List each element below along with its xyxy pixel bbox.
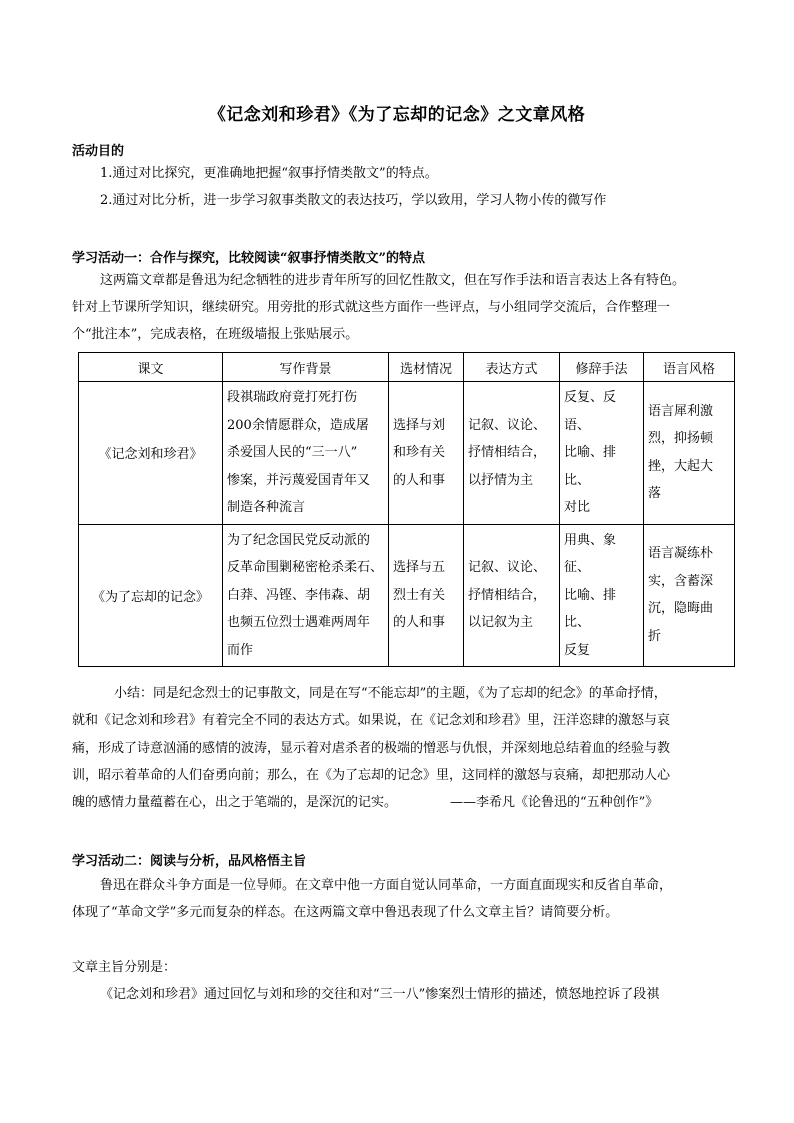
style-cell xyxy=(644,382,735,525)
cell-line: 记叙、议论、 xyxy=(468,417,547,433)
lesson-cell: 《记念刘和珍君》 xyxy=(79,382,223,525)
table-header: 写作背景 xyxy=(223,353,389,382)
table-header: 表达方式 xyxy=(464,353,560,382)
cell-line: 落 xyxy=(648,486,662,502)
summary-line: 魄的感情力量蕴蓄在心，出之于笔端的，是深沉的记实。 xyxy=(72,795,398,810)
table-header-row xyxy=(79,353,735,382)
comparison-table xyxy=(78,352,735,667)
cell-line: 挫，大起大 xyxy=(648,458,714,474)
summary-line: 就和《记念刘和珍君》有着完全不同的表达方式。如果说，在《记念刘和珍君》里，汪洋恣肆的激怒与哀 xyxy=(72,713,671,728)
material-cell xyxy=(389,524,464,667)
lesson-cell: 《为了忘却的记念》 xyxy=(79,524,223,667)
cell-line: 抒情相结合， xyxy=(468,587,547,603)
cell-line: 和珍有关 xyxy=(393,445,446,460)
cell-line: 反复、反语、 xyxy=(564,390,617,433)
cell-line: 选择与五 xyxy=(393,560,446,575)
cell-line: 折 xyxy=(648,628,662,644)
cell-line: 语言犀利激 xyxy=(648,403,714,419)
cell-line: 惨案，并污蔑爱国青年又 xyxy=(227,472,371,488)
material-cell xyxy=(389,382,464,525)
summary-line: 小结：同是纪念烈士的记事散文，同是在写“不能忘却”的主题，《为了忘却的纪念》的革命抒情， xyxy=(114,686,667,701)
summary-line: 痛，形成了诗意汹涌的感情的波涛，显示着对虐杀者的极端的憎恶与仇恨，并深刻地总结着血的经验与教 xyxy=(72,741,671,756)
cell-line: 杀爱国人民的“三一八” xyxy=(227,445,358,460)
cell-line: 选择与刘 xyxy=(393,417,446,433)
summary-source: ——李希凡《论鲁迅的“五种创作”》 xyxy=(450,795,659,810)
expression-cell xyxy=(464,382,560,525)
table-header: 修辞手法 xyxy=(560,353,644,382)
cell-line: 以抒情为主 xyxy=(468,472,534,488)
cell-line: 烈士有关 xyxy=(393,587,446,603)
cell-line: 的人和事 xyxy=(393,615,446,630)
summary-line: 训，昭示着革命的人们奋勇向前；那么，在《为了忘却的记念》里，这同样的激怒与哀痛，却把那动人心 xyxy=(72,768,671,783)
activity2-line: 鲁迅在群众斗争方面是一位导师。在文章中他一方面自觉认同革命，一方面直面现实和反省自革命， xyxy=(100,878,673,893)
table-header: 课文 xyxy=(79,353,223,382)
background-cell xyxy=(223,524,389,667)
expression-cell xyxy=(464,524,560,667)
cell-line: 也频五位烈士遇难两周年 xyxy=(227,615,371,630)
activity1-line: 针对上节课所学知识，继续研究。用旁批的形式就这些方面作一些评点，与小组同学交流后，合作整理一 xyxy=(72,300,671,315)
cell-line: 白莽、冯铿、李伟森、胡 xyxy=(227,587,371,603)
cell-line: 以记叙为主 xyxy=(468,615,534,630)
cell-line: 抒情相结合， xyxy=(468,445,547,460)
cell-line: 200余情愿群众，造成屠 xyxy=(227,417,369,433)
activity2-heading: 学习活动二：阅读与分析，品风格悟主旨 xyxy=(72,854,307,869)
cell-line: 对比 xyxy=(564,500,591,515)
document-title: 《记念刘和珍君》《为了忘却的记念》之文章风格 xyxy=(208,105,586,125)
table-header: 选材情况 xyxy=(389,353,464,382)
style-cell xyxy=(644,524,735,667)
cell-line: 反革命围剿秘密枪杀柔石、 xyxy=(227,560,384,575)
rhetoric-cell xyxy=(560,524,644,667)
activity1-line: 个“批注本”，完成表格，在班级墙报上张贴展示。 xyxy=(72,327,359,342)
background-cell xyxy=(223,382,389,525)
activity2-line: 体现了“革命文学”多元而复杂的样态。在这两篇文章中鲁迅表现了什么文章主旨？请简要分析。 xyxy=(72,905,619,920)
cell-line: 烈，抑扬顿 xyxy=(648,431,714,447)
cell-line: 制造各种流言 xyxy=(227,500,306,515)
cell-line: 实，含蓄深 xyxy=(648,573,714,589)
cell-line: 段祺瑞政府竟打死打伤 xyxy=(227,390,358,405)
cell-line: 沉，隐晦曲 xyxy=(648,601,714,617)
cell-line: 的人和事 xyxy=(393,472,446,488)
cell-line: 用典、象征、 xyxy=(564,532,617,575)
rhetoric-cell xyxy=(560,382,644,525)
activity1-line: 这两篇文章都是鲁迅为纪念牺牲的进步青年所写的回忆性散文，但在写作手法和语言表达上各有特色。 xyxy=(100,273,686,288)
cell-line: 比喻、排比、 xyxy=(564,587,617,630)
table-header: 语言风格 xyxy=(644,353,735,382)
theme-line: 《记念刘和珍君》通过回忆与刘和珍的交往和对“三一八”惨案烈士情形的描述，愤怒地控诉了段祺 xyxy=(100,987,660,1002)
theme-label: 文章主旨分别是： xyxy=(72,960,177,975)
cell-line: 语言凝练朴 xyxy=(648,546,714,562)
cell-line: 而作 xyxy=(227,642,254,658)
activity1-heading: 学习活动一：合作与探究，比较阅读“叙事抒情类散文”的特点 xyxy=(72,251,425,266)
table-row xyxy=(79,524,735,667)
table-row xyxy=(79,382,735,525)
cell-line: 比喻、排比、 xyxy=(564,445,617,488)
cell-line: 为了纪念国民党反动派的 xyxy=(227,532,371,548)
cell-line: 反复 xyxy=(564,642,591,658)
cell-line: 记叙、议论、 xyxy=(468,560,547,575)
objective-item: 2.通过对比分析，进一步学习叙事类散文的表达技巧，学以致用，学习人物小传的微写作 xyxy=(100,193,607,208)
objective-item: 1.通过对比探究，更准确地把握“叙事抒情类散文”的特点。 xyxy=(100,166,438,181)
objective-heading: 活动目的 xyxy=(72,144,125,159)
